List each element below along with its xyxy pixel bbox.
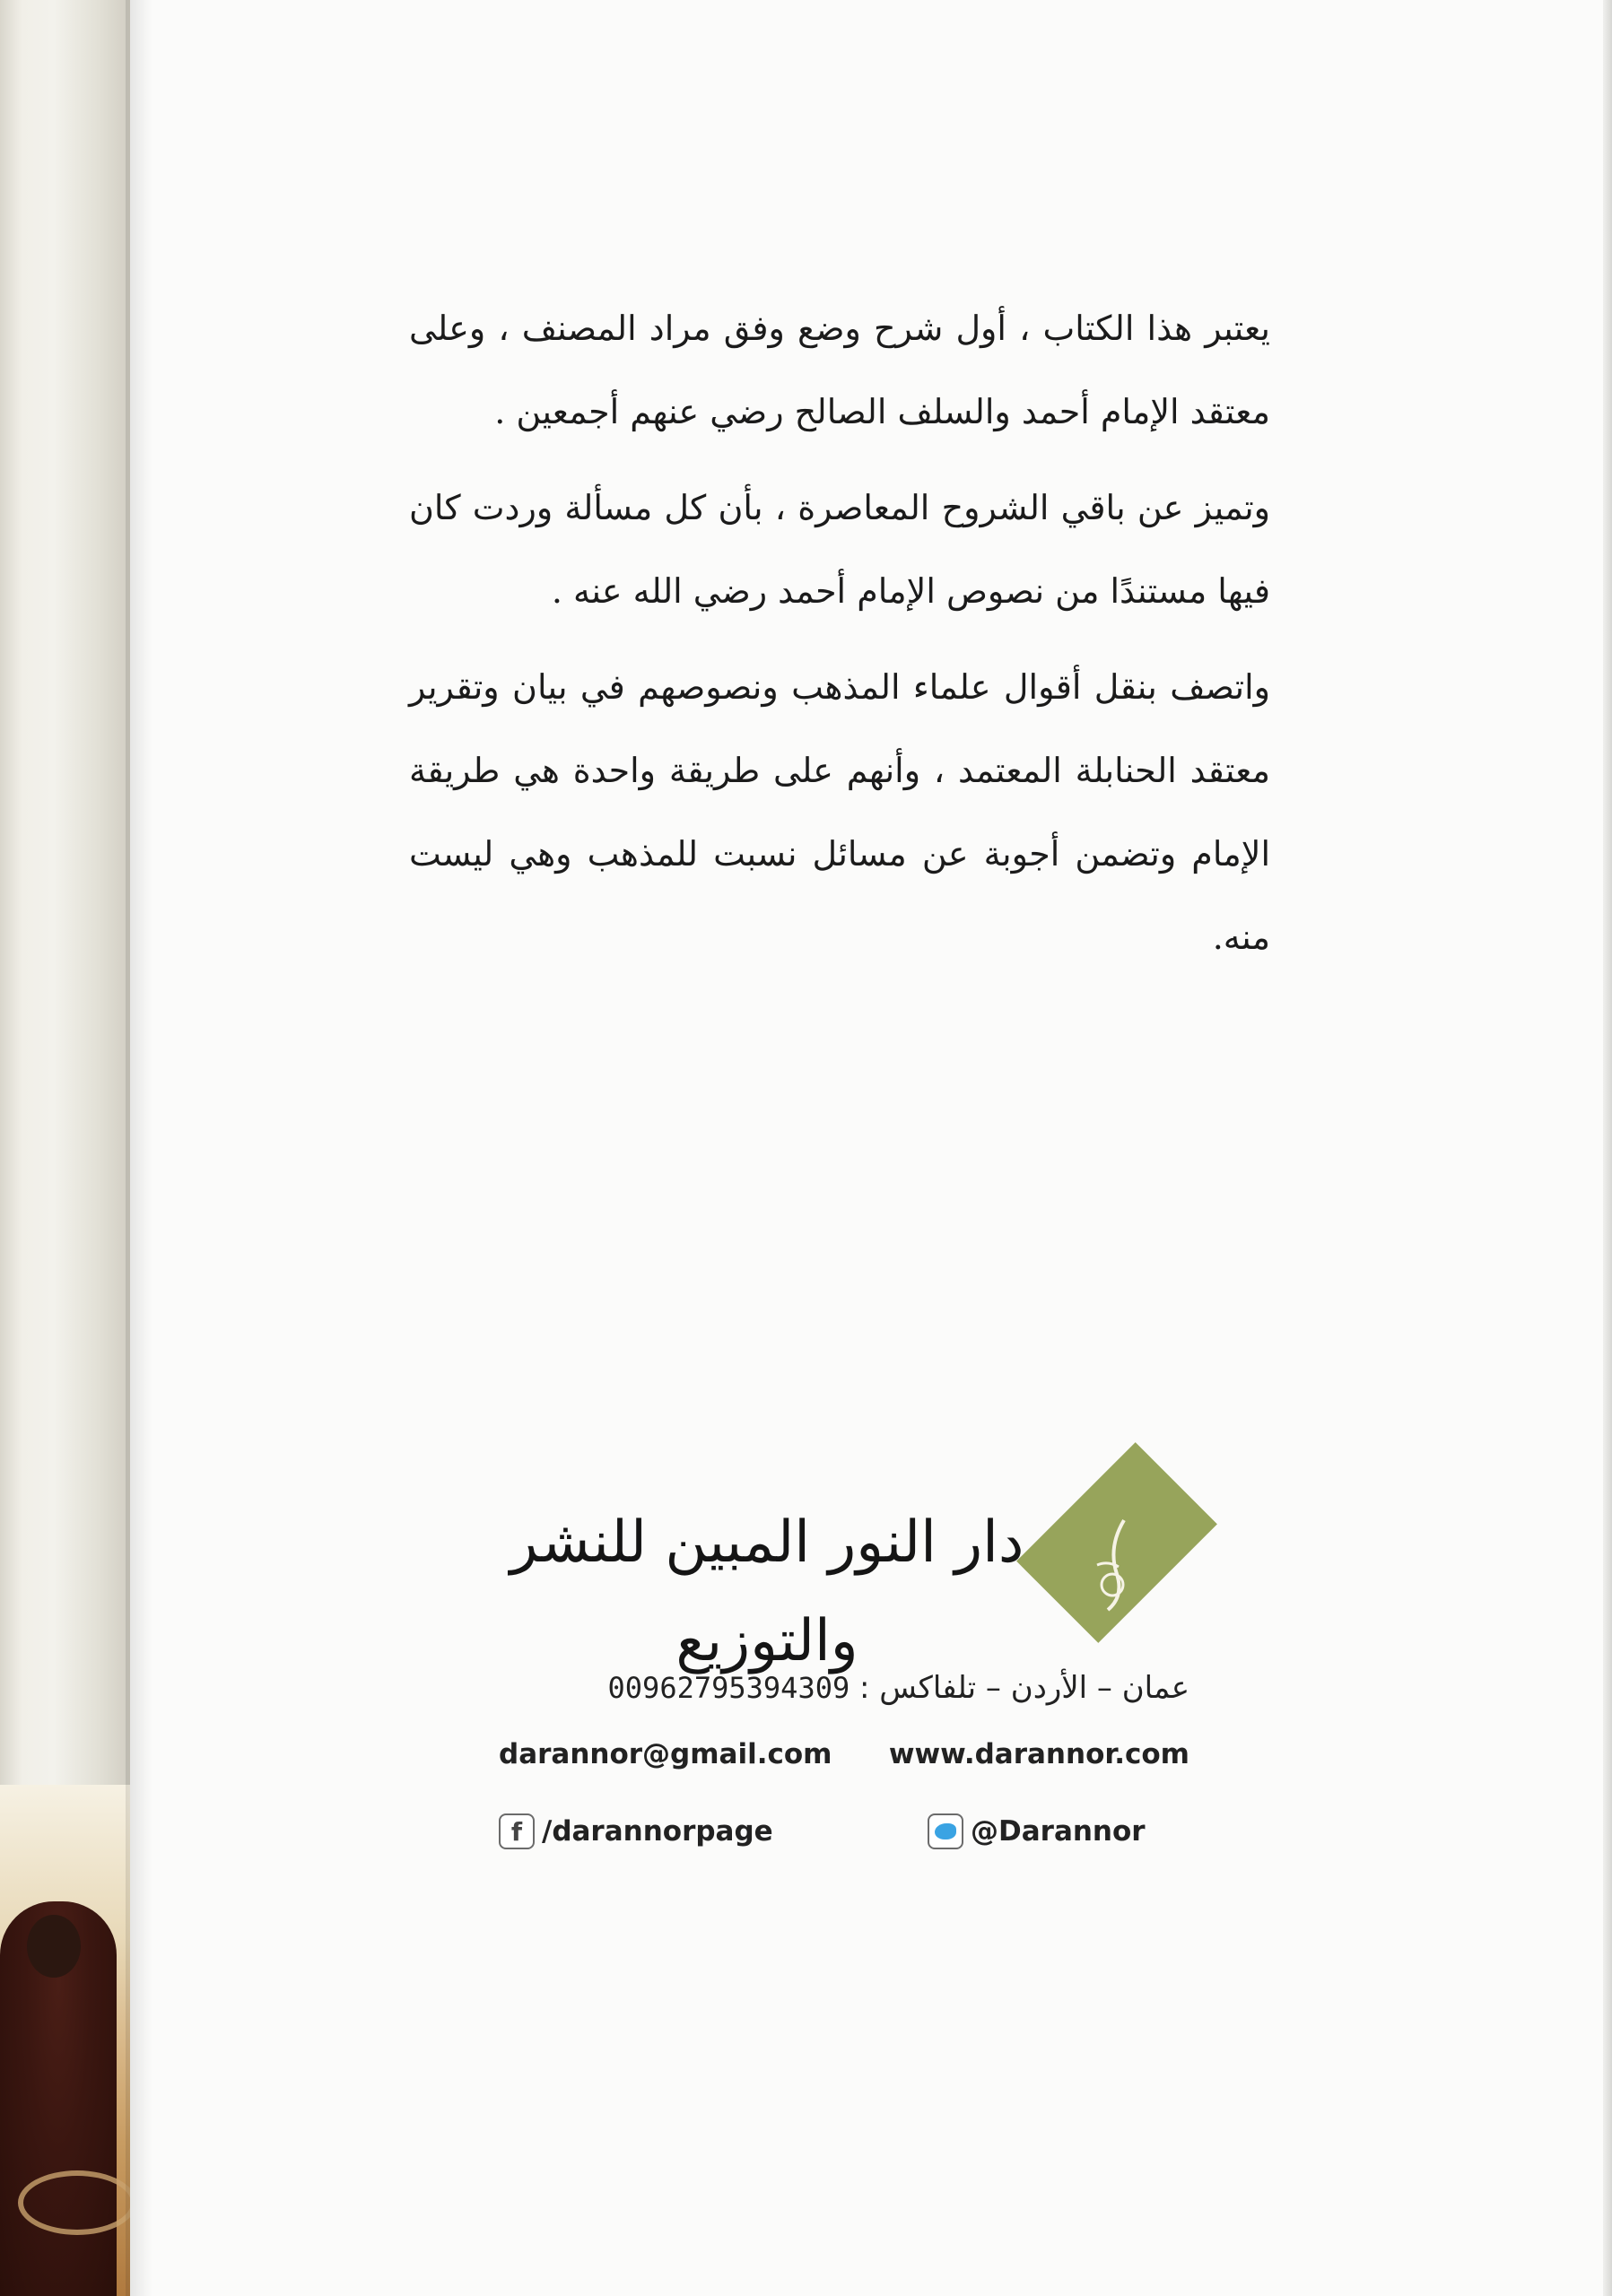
website-link[interactable]: www.darannor.com: [888, 1738, 1189, 1770]
blurb-paragraph-1: يعتبر هذا الكتاب ، أول شرح وضع وفق مراد المصنف ، وعلى معتقد الإمام أحمد والسلف الصالح رضي عنهم أجمعين .: [409, 309, 1270, 431]
twitter-handle: @Darannor: [971, 1815, 1146, 1848]
email-link[interactable]: darannor@gmail.com: [499, 1738, 832, 1770]
location-label: عمان – الأردن – تلفاكس :: [859, 1670, 1189, 1706]
contact-links-row: [499, 1738, 1189, 1783]
publisher-name: دار النور المبين للنشر والتوزيع: [510, 1509, 1024, 1674]
social-links-row: [499, 1813, 1189, 1858]
spine-shadow: [126, 0, 152, 2296]
logo-calligraphy-icon: [1081, 1511, 1144, 1619]
blurb-paragraph-2: وتميز عن باقي الشروح المعاصرة ، بأن كل مسألة وردت كان فيها مستندًا من نصوص الإمام أحمد رضي الله عنه .: [409, 488, 1270, 611]
twitter-icon: [928, 1813, 963, 1849]
spine-figure: [0, 1901, 117, 2296]
facebook-link[interactable]: [499, 1813, 773, 1849]
blurb-text: [409, 287, 1270, 992]
facebook-icon: f: [499, 1813, 535, 1849]
facebook-handle: /darannorpage: [542, 1815, 773, 1848]
spine-cover-photo: [0, 1785, 139, 2296]
spine-figure-head: [27, 1915, 81, 1978]
spine-rope: [18, 2170, 136, 2235]
contact-phone-row: [499, 1670, 1189, 1706]
phone-number: 00962795394309: [607, 1671, 850, 1705]
twitter-link[interactable]: [928, 1813, 1146, 1849]
page-edge: [1603, 0, 1612, 2296]
blurb-paragraph-3: واتصف بنقل أقوال علماء المذهب ونصوصهم في بيان وتقرير معتقد الحنابلة المعتمد ، وأنهم على طريقة واحدة هي طريقة الإمام وتضمن أجوبة عن مسائل نسبت للمذهب وهي ليست منه.: [409, 667, 1270, 957]
publisher-block: [502, 1475, 1184, 1674]
